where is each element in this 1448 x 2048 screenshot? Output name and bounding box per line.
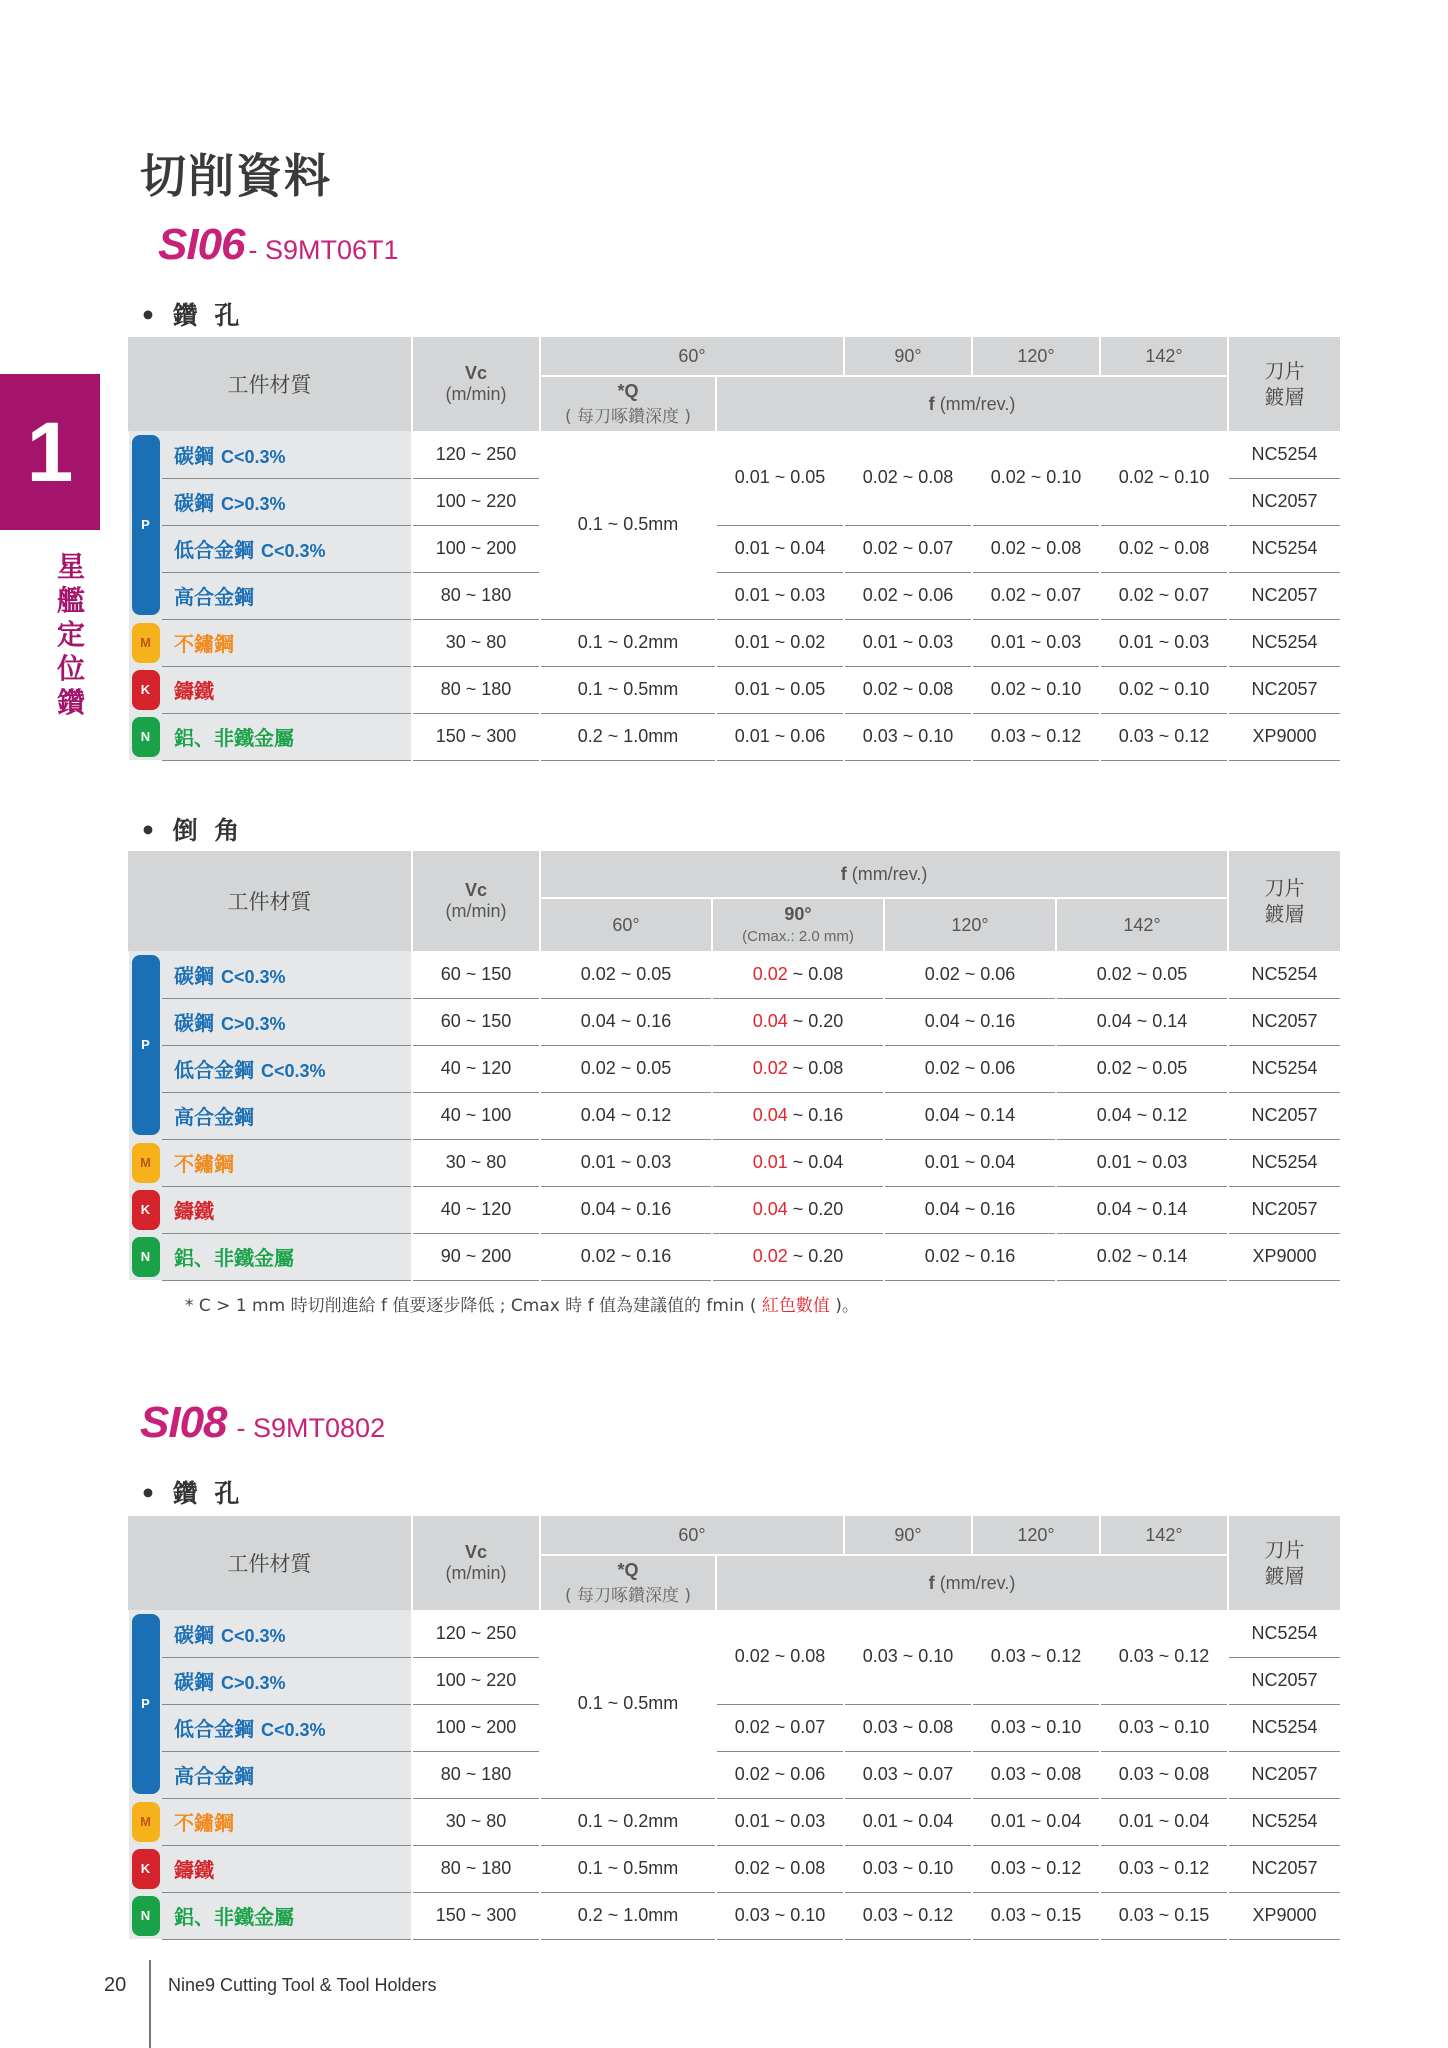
- angle-60-header: 60°: [540, 898, 712, 951]
- vc-cell: 120 ~ 250: [412, 1610, 540, 1657]
- f-cell: 0.02 ~ 0.08: [716, 1845, 844, 1892]
- section-drilling: • 鑽 孔: [140, 1479, 244, 1508]
- coating-cell: NC5254: [1228, 1610, 1340, 1657]
- vc-cell: 100 ~ 200: [412, 1704, 540, 1751]
- coating-header: 刀片 鍍層: [1228, 850, 1340, 951]
- f-cell: 0.03 ~ 0.12: [844, 1892, 972, 1939]
- angle-90-header: 90°: [844, 1515, 972, 1555]
- vc-cell: 100 ~ 220: [412, 478, 540, 525]
- material-nonferrous: 鋁、非鐵金屬: [162, 713, 412, 760]
- f-cell: 0.01 ~ 0.04: [716, 525, 844, 572]
- vc-cell: 60 ~ 150: [412, 998, 540, 1045]
- f-cell: 0.02 ~ 0.08: [712, 1045, 884, 1092]
- f-cell: 0.04 ~ 0.12: [540, 1092, 712, 1139]
- material-cast-iron: 鑄鐵: [162, 1845, 412, 1892]
- vc-cell: 40 ~ 100: [412, 1092, 540, 1139]
- f-cell: 0.03 ~ 0.10: [844, 1610, 972, 1704]
- vc-header: Vc (m/min): [412, 336, 540, 431]
- f-cell: 0.01 ~ 0.06: [716, 713, 844, 760]
- q-cell: 0.1 ~ 0.5mm: [540, 1845, 716, 1892]
- coating-cell: NC2057: [1228, 1751, 1340, 1798]
- group-k: K: [128, 1186, 162, 1233]
- f-cell: 0.01 ~ 0.03: [540, 1139, 712, 1186]
- material-carbon-high: 碳鋼 C>0.3%: [162, 1657, 412, 1704]
- f-cell: 0.04 ~ 0.16: [540, 998, 712, 1045]
- q-cell: 0.1 ~ 0.2mm: [540, 619, 716, 666]
- coating-cell: NC2057: [1228, 572, 1340, 619]
- f-cell: 0.03 ~ 0.10: [844, 1845, 972, 1892]
- f-cell: 0.02 ~ 0.10: [1100, 431, 1228, 525]
- material-high-alloy: 高合金鋼: [162, 572, 412, 619]
- q-cell: 0.1 ~ 0.5mm: [540, 666, 716, 713]
- material-nonferrous: 鋁、非鐵金屬: [162, 1892, 412, 1939]
- model-code: SI06: [158, 220, 245, 269]
- group-m: M: [128, 1139, 162, 1186]
- group-p: P: [128, 431, 162, 619]
- coating-cell: NC2057: [1228, 1186, 1340, 1233]
- f-cell: 0.02 ~ 0.10: [972, 431, 1100, 525]
- f-cell: 0.01 ~ 0.04: [884, 1139, 1056, 1186]
- vc-cell: 30 ~ 80: [412, 1139, 540, 1186]
- f-cell: 0.02 ~ 0.08: [712, 951, 884, 998]
- group-k: K: [128, 666, 162, 713]
- vc-cell: 30 ~ 80: [412, 1798, 540, 1845]
- f-cell: 0.03 ~ 0.10: [716, 1892, 844, 1939]
- f-cell: 0.02 ~ 0.16: [884, 1233, 1056, 1280]
- f-cell: 0.03 ~ 0.12: [1100, 1845, 1228, 1892]
- material-low-alloy: 低合金鋼 C<0.3%: [162, 1045, 412, 1092]
- f-header: f (mm/rev.): [716, 1555, 1228, 1610]
- footer-divider: [149, 1960, 151, 2048]
- q-cell: 0.1 ~ 0.2mm: [540, 1798, 716, 1845]
- angle-120-header: 120°: [972, 336, 1100, 376]
- chamfer-table-si06: [127, 849, 1340, 1281]
- f-cell: 0.02 ~ 0.05: [1056, 1045, 1228, 1092]
- f-cell: 0.02 ~ 0.06: [884, 951, 1056, 998]
- insert-code: - S9MT06T1: [248, 235, 399, 265]
- f-cell: 0.03 ~ 0.10: [972, 1704, 1100, 1751]
- coating-header: 刀片 鍍層: [1228, 336, 1340, 431]
- angle-142-header: 142°: [1056, 898, 1228, 951]
- coating-cell: XP9000: [1228, 1233, 1340, 1280]
- vc-cell: 150 ~ 300: [412, 1892, 540, 1939]
- material-carbon-high: 碳鋼 C>0.3%: [162, 998, 412, 1045]
- f-cell: 0.03 ~ 0.10: [1100, 1704, 1228, 1751]
- coating-cell: NC2057: [1228, 998, 1340, 1045]
- material-nonferrous: 鋁、非鐵金屬: [162, 1233, 412, 1280]
- vc-cell: 150 ~ 300: [412, 713, 540, 760]
- material-cast-iron: 鑄鐵: [162, 1186, 412, 1233]
- f-cell: 0.02 ~ 0.08: [844, 431, 972, 525]
- group-p: P: [128, 951, 162, 1139]
- f-cell: 0.01 ~ 0.05: [716, 431, 844, 525]
- f-cell: 0.02 ~ 0.07: [972, 572, 1100, 619]
- model-heading-si08: [140, 1398, 385, 1448]
- vc-cell: 40 ~ 120: [412, 1186, 540, 1233]
- f-cell: 0.02 ~ 0.06: [884, 1045, 1056, 1092]
- f-cell: 0.03 ~ 0.07: [844, 1751, 972, 1798]
- material-header: 工件材質: [128, 336, 412, 431]
- coating-cell: NC5254: [1228, 1139, 1340, 1186]
- group-m: M: [128, 1798, 162, 1845]
- angle-142-header: 142°: [1100, 336, 1228, 376]
- f-cell: 0.02 ~ 0.05: [1056, 951, 1228, 998]
- q-cell: 0.1 ~ 0.5mm: [540, 431, 716, 619]
- f-cell: 0.02 ~ 0.20: [712, 1233, 884, 1280]
- f-cell: 0.01 ~ 0.03: [844, 619, 972, 666]
- angle-142-header: 142°: [1100, 1515, 1228, 1555]
- material-stainless: 不鏽鋼: [162, 1798, 412, 1845]
- chapter-tab: 1: [0, 374, 100, 530]
- f-cell: 0.03 ~ 0.12: [1100, 1610, 1228, 1704]
- group-m: M: [128, 619, 162, 666]
- material-carbon-low: 碳鋼 C<0.3%: [162, 431, 412, 478]
- angle-60-header: 60°: [540, 1515, 844, 1555]
- f-cell: 0.01 ~ 0.05: [716, 666, 844, 713]
- vc-cell: 80 ~ 180: [412, 1845, 540, 1892]
- f-cell: 0.02 ~ 0.08: [1100, 525, 1228, 572]
- vc-cell: 30 ~ 80: [412, 619, 540, 666]
- f-cell: 0.02 ~ 0.08: [972, 525, 1100, 572]
- f-cell: 0.04 ~ 0.16: [884, 1186, 1056, 1233]
- f-cell: 0.02 ~ 0.08: [716, 1610, 844, 1704]
- material-header: 工件材質: [128, 1515, 412, 1610]
- f-cell: 0.04 ~ 0.14: [1056, 998, 1228, 1045]
- f-cell: 0.02 ~ 0.05: [540, 951, 712, 998]
- angle-120-header: 120°: [884, 898, 1056, 951]
- f-header: f (mm/rev.): [716, 376, 1228, 431]
- q-header: *Q ( 每刀啄鑽深度 ): [540, 376, 716, 431]
- vc-header: Vc (m/min): [412, 850, 540, 951]
- f-cell: 0.04 ~ 0.16: [540, 1186, 712, 1233]
- f-cell: 0.01 ~ 0.03: [972, 619, 1100, 666]
- f-cell: 0.01 ~ 0.04: [844, 1798, 972, 1845]
- section-drilling: • 鑽 孔: [140, 301, 244, 330]
- vc-cell: 90 ~ 200: [412, 1233, 540, 1280]
- vc-header: Vc (m/min): [412, 1515, 540, 1610]
- chapter-label: 星艦定位鑽: [56, 550, 85, 719]
- page-number: 20: [104, 1974, 127, 1996]
- f-cell: 0.01 ~ 0.03: [1100, 619, 1228, 666]
- vc-cell: 120 ~ 250: [412, 431, 540, 478]
- f-cell: 0.03 ~ 0.08: [972, 1751, 1100, 1798]
- f-cell: 0.02 ~ 0.16: [540, 1233, 712, 1280]
- vc-cell: 40 ~ 120: [412, 1045, 540, 1092]
- coating-cell: NC2057: [1228, 1845, 1340, 1892]
- drilling-table-si08: [127, 1514, 1340, 1940]
- f-cell: 0.03 ~ 0.15: [972, 1892, 1100, 1939]
- material-low-alloy: 低合金鋼 C<0.3%: [162, 1704, 412, 1751]
- material-stainless: 不鏽鋼: [162, 619, 412, 666]
- f-cell: 0.02 ~ 0.10: [972, 666, 1100, 713]
- insert-code: - S9MT0802: [236, 1413, 386, 1443]
- material-stainless: 不鏽鋼: [162, 1139, 412, 1186]
- f-cell: 0.03 ~ 0.12: [972, 1610, 1100, 1704]
- angle-90-header: 90°: [844, 336, 972, 376]
- f-cell: 0.03 ~ 0.12: [1100, 713, 1228, 760]
- footer-brand: Nine9 Cutting Tool & Tool Holders: [168, 1975, 437, 1995]
- vc-cell: 100 ~ 200: [412, 525, 540, 572]
- section-chamfering: • 倒 角: [140, 816, 244, 845]
- group-k: K: [128, 1845, 162, 1892]
- f-cell: 0.04 ~ 0.16: [712, 1092, 884, 1139]
- vc-cell: 80 ~ 180: [412, 1751, 540, 1798]
- group-n: N: [128, 713, 162, 760]
- q-header: *Q ( 每刀啄鑽深度 ): [540, 1555, 716, 1610]
- coating-cell: NC5254: [1228, 525, 1340, 572]
- f-cell: 0.03 ~ 0.15: [1100, 1892, 1228, 1939]
- coating-cell: NC5254: [1228, 1704, 1340, 1751]
- f-cell: 0.04 ~ 0.20: [712, 998, 884, 1045]
- model-code: SI08: [140, 1398, 227, 1447]
- material-header: 工件材質: [128, 850, 412, 951]
- f-cell: 0.04 ~ 0.12: [1056, 1092, 1228, 1139]
- f-header: f (mm/rev.): [540, 850, 1228, 898]
- f-cell: 0.02 ~ 0.06: [844, 572, 972, 619]
- coating-cell: NC2057: [1228, 478, 1340, 525]
- angle-90-header: 90° (Cmax.: 2.0 mm): [712, 898, 884, 951]
- material-cast-iron: 鑄鐵: [162, 666, 412, 713]
- f-cell: 0.02 ~ 0.06: [716, 1751, 844, 1798]
- angle-120-header: 120°: [972, 1515, 1100, 1555]
- f-cell: 0.03 ~ 0.08: [844, 1704, 972, 1751]
- q-cell: 0.1 ~ 0.5mm: [540, 1610, 716, 1798]
- coating-cell: NC5254: [1228, 1045, 1340, 1092]
- material-carbon-low: 碳鋼 C<0.3%: [162, 1610, 412, 1657]
- group-n: N: [128, 1233, 162, 1280]
- material-high-alloy: 高合金鋼: [162, 1751, 412, 1798]
- material-carbon-high: 碳鋼 C>0.3%: [162, 478, 412, 525]
- f-cell: 0.02 ~ 0.07: [1100, 572, 1228, 619]
- material-high-alloy: 高合金鋼: [162, 1092, 412, 1139]
- f-cell: 0.03 ~ 0.10: [844, 713, 972, 760]
- f-cell: 0.01 ~ 0.02: [716, 619, 844, 666]
- q-cell: 0.2 ~ 1.0mm: [540, 1892, 716, 1939]
- coating-cell: XP9000: [1228, 1892, 1340, 1939]
- page-title: 切削資料: [140, 149, 332, 203]
- q-cell: 0.2 ~ 1.0mm: [540, 713, 716, 760]
- coating-cell: NC2057: [1228, 666, 1340, 713]
- f-cell: 0.02 ~ 0.10: [1100, 666, 1228, 713]
- material-carbon-low: 碳鋼 C<0.3%: [162, 951, 412, 998]
- coating-cell: NC2057: [1228, 1657, 1340, 1704]
- f-cell: 0.02 ~ 0.14: [1056, 1233, 1228, 1280]
- coating-cell: NC2057: [1228, 1092, 1340, 1139]
- f-cell: 0.01 ~ 0.03: [716, 1798, 844, 1845]
- vc-cell: 80 ~ 180: [412, 572, 540, 619]
- f-cell: 0.03 ~ 0.12: [972, 713, 1100, 760]
- vc-cell: 100 ~ 220: [412, 1657, 540, 1704]
- drilling-table-si06: [127, 335, 1340, 761]
- f-cell: 0.02 ~ 0.07: [844, 525, 972, 572]
- model-heading-si06: [158, 220, 399, 270]
- f-cell: 0.04 ~ 0.14: [1056, 1186, 1228, 1233]
- f-cell: 0.03 ~ 0.08: [1100, 1751, 1228, 1798]
- group-p: P: [128, 1610, 162, 1798]
- material-low-alloy: 低合金鋼 C<0.3%: [162, 525, 412, 572]
- coating-cell: NC5254: [1228, 1798, 1340, 1845]
- coating-header: 刀片 鍍層: [1228, 1515, 1340, 1610]
- coating-cell: NC5254: [1228, 619, 1340, 666]
- f-cell: 0.01 ~ 0.04: [712, 1139, 884, 1186]
- group-n: N: [128, 1892, 162, 1939]
- f-cell: 0.01 ~ 0.04: [1100, 1798, 1228, 1845]
- vc-cell: 60 ~ 150: [412, 951, 540, 998]
- angle-60-header: 60°: [540, 336, 844, 376]
- coating-cell: NC5254: [1228, 431, 1340, 478]
- vc-cell: 80 ~ 180: [412, 666, 540, 713]
- f-cell: 0.02 ~ 0.07: [716, 1704, 844, 1751]
- f-cell: 0.04 ~ 0.14: [884, 1092, 1056, 1139]
- f-cell: 0.01 ~ 0.03: [716, 572, 844, 619]
- f-cell: 0.02 ~ 0.05: [540, 1045, 712, 1092]
- f-cell: 0.01 ~ 0.04: [972, 1798, 1100, 1845]
- coating-cell: XP9000: [1228, 713, 1340, 760]
- f-cell: 0.02 ~ 0.08: [844, 666, 972, 713]
- footnote: * C > 1 mm 時切削進給 f 值要逐步降低 ; Cmax 時 f 值為建議值的 fmin ( 紅色數值 )。: [185, 1296, 859, 1316]
- coating-cell: NC5254: [1228, 951, 1340, 998]
- f-cell: 0.01 ~ 0.03: [1056, 1139, 1228, 1186]
- f-cell: 0.03 ~ 0.12: [972, 1845, 1100, 1892]
- f-cell: 0.04 ~ 0.16: [884, 998, 1056, 1045]
- f-cell: 0.04 ~ 0.20: [712, 1186, 884, 1233]
